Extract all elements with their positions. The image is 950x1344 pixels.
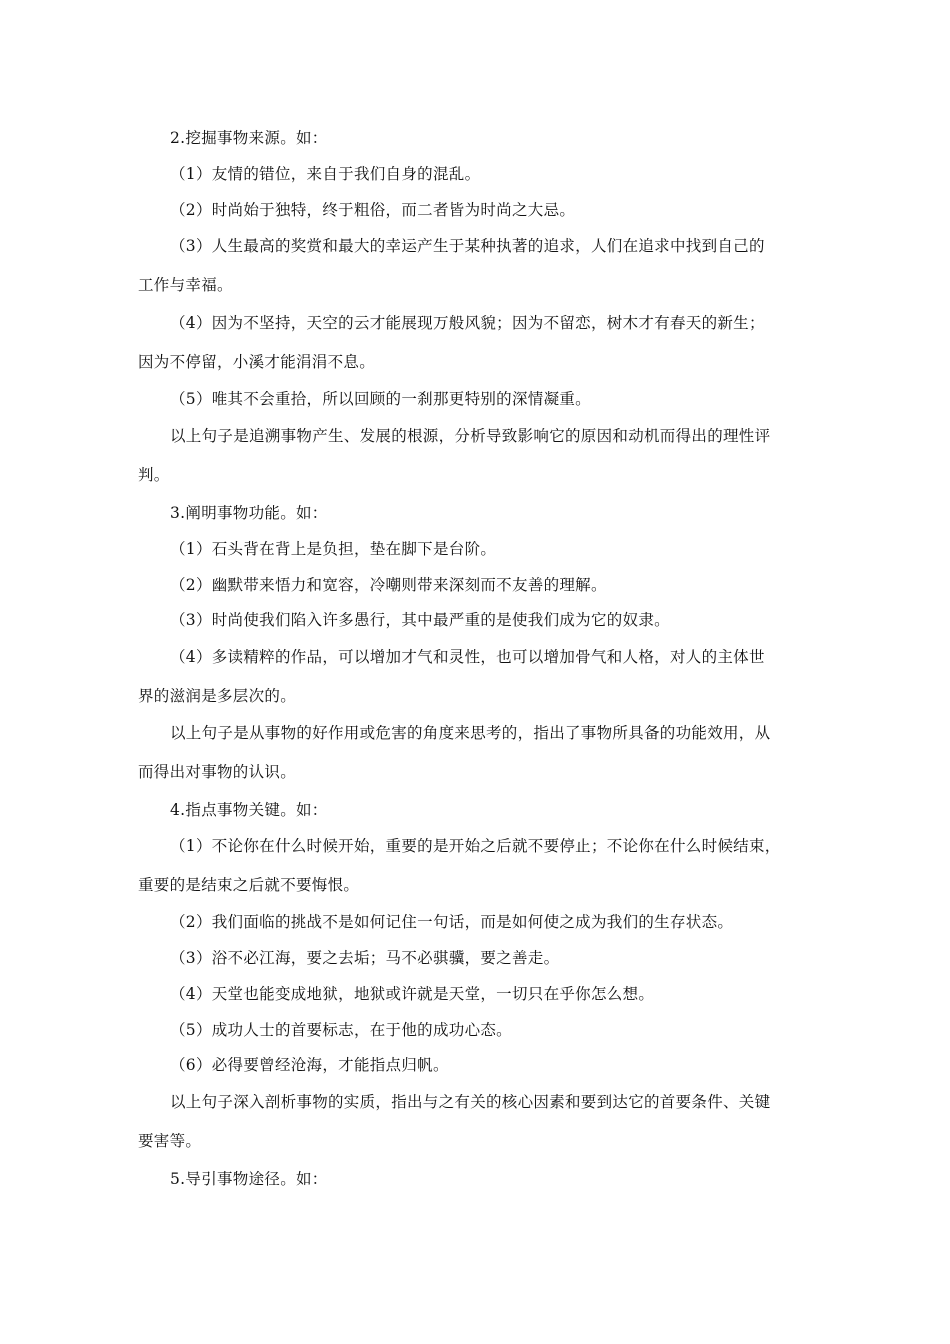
section-heading: 3.阐明事物功能。如： — [170, 504, 328, 522]
section-heading: 4.指点事物关键。如： — [170, 801, 328, 819]
example-line: （2）我们面临的挑战不是如何记住一句话，而是如何使之成为我们的生存状态。 — [170, 913, 734, 931]
example-line-continuation: 因为不停留，小溪才能涓涓不息。 — [138, 353, 376, 371]
summary-paragraph: 以上句子是从事物的好作用或危害的角度来思考的，指出了事物所具备的功能效用，从 — [170, 724, 771, 742]
summary-paragraph: 以上句子是追溯事物产生、发展的根源，分析导致影响它的原因和动机而得出的理性评 — [170, 427, 771, 445]
example-line: （3）人生最高的奖赏和最大的幸运产生于某种执著的追求，人们在追求中找到自己的 — [170, 237, 765, 255]
example-line-continuation: 重要的是结束之后就不要悔恨。 — [138, 876, 360, 894]
example-line: （5）唯其不会重拾，所以回顾的一刹那更特别的深情凝重。 — [170, 390, 591, 408]
example-line: （2）幽默带来悟力和宽容，冷嘲则带来深刻而不友善的理解。 — [170, 576, 607, 594]
example-line: （1）石头背在背上是负担，垫在脚下是台阶。 — [170, 540, 497, 558]
example-line: （6）必得要曾经沧海，才能指点归帆。 — [170, 1056, 449, 1074]
example-line: （4）天堂也能变成地狱，地狱或许就是天堂，一切只在乎你怎么想。 — [170, 985, 655, 1003]
example-line: （5）成功人士的首要标志，在于他的成功心态。 — [170, 1021, 512, 1039]
summary-paragraph-continuation: 判。 — [138, 466, 170, 484]
summary-paragraph: 以上句子深入剖析事物的实质，指出与之有关的核心因素和要到达它的首要条件、关键 — [170, 1093, 771, 1111]
section-heading: 2.挖掘事物来源。如： — [170, 129, 328, 147]
example-line-continuation: 工作与幸福。 — [138, 276, 233, 294]
example-line: （1）不论你在什么时候开始，重要的是开始之后就不要停止；不论你在什么时候结束， — [170, 837, 781, 855]
example-line: （1）友情的错位，来自于我们自身的混乱。 — [170, 165, 481, 183]
summary-paragraph-continuation: 要害等。 — [138, 1132, 202, 1150]
example-line: （4）因为不坚持，天空的云才能展现万般风貌；因为不留恋，树木才有春天的新生； — [170, 314, 765, 332]
section-heading: 5.导引事物途径。如： — [170, 1170, 328, 1188]
example-line: （4）多读精粹的作品，可以增加才气和灵性，也可以增加骨气和人格，对人的主体世 — [170, 648, 765, 666]
example-line: （2）时尚始于独特，终于粗俗，而二者皆为时尚之大忌。 — [170, 201, 576, 219]
example-line: （3）时尚使我们陷入许多愚行，其中最严重的是使我们成为它的奴隶。 — [170, 611, 670, 629]
example-line-continuation: 界的滋润是多层次的。 — [138, 687, 297, 705]
summary-paragraph-continuation: 而得出对事物的认识。 — [138, 763, 297, 781]
example-line: （3）浴不必江海，要之去垢；马不必骐骥，要之善走。 — [170, 949, 560, 967]
